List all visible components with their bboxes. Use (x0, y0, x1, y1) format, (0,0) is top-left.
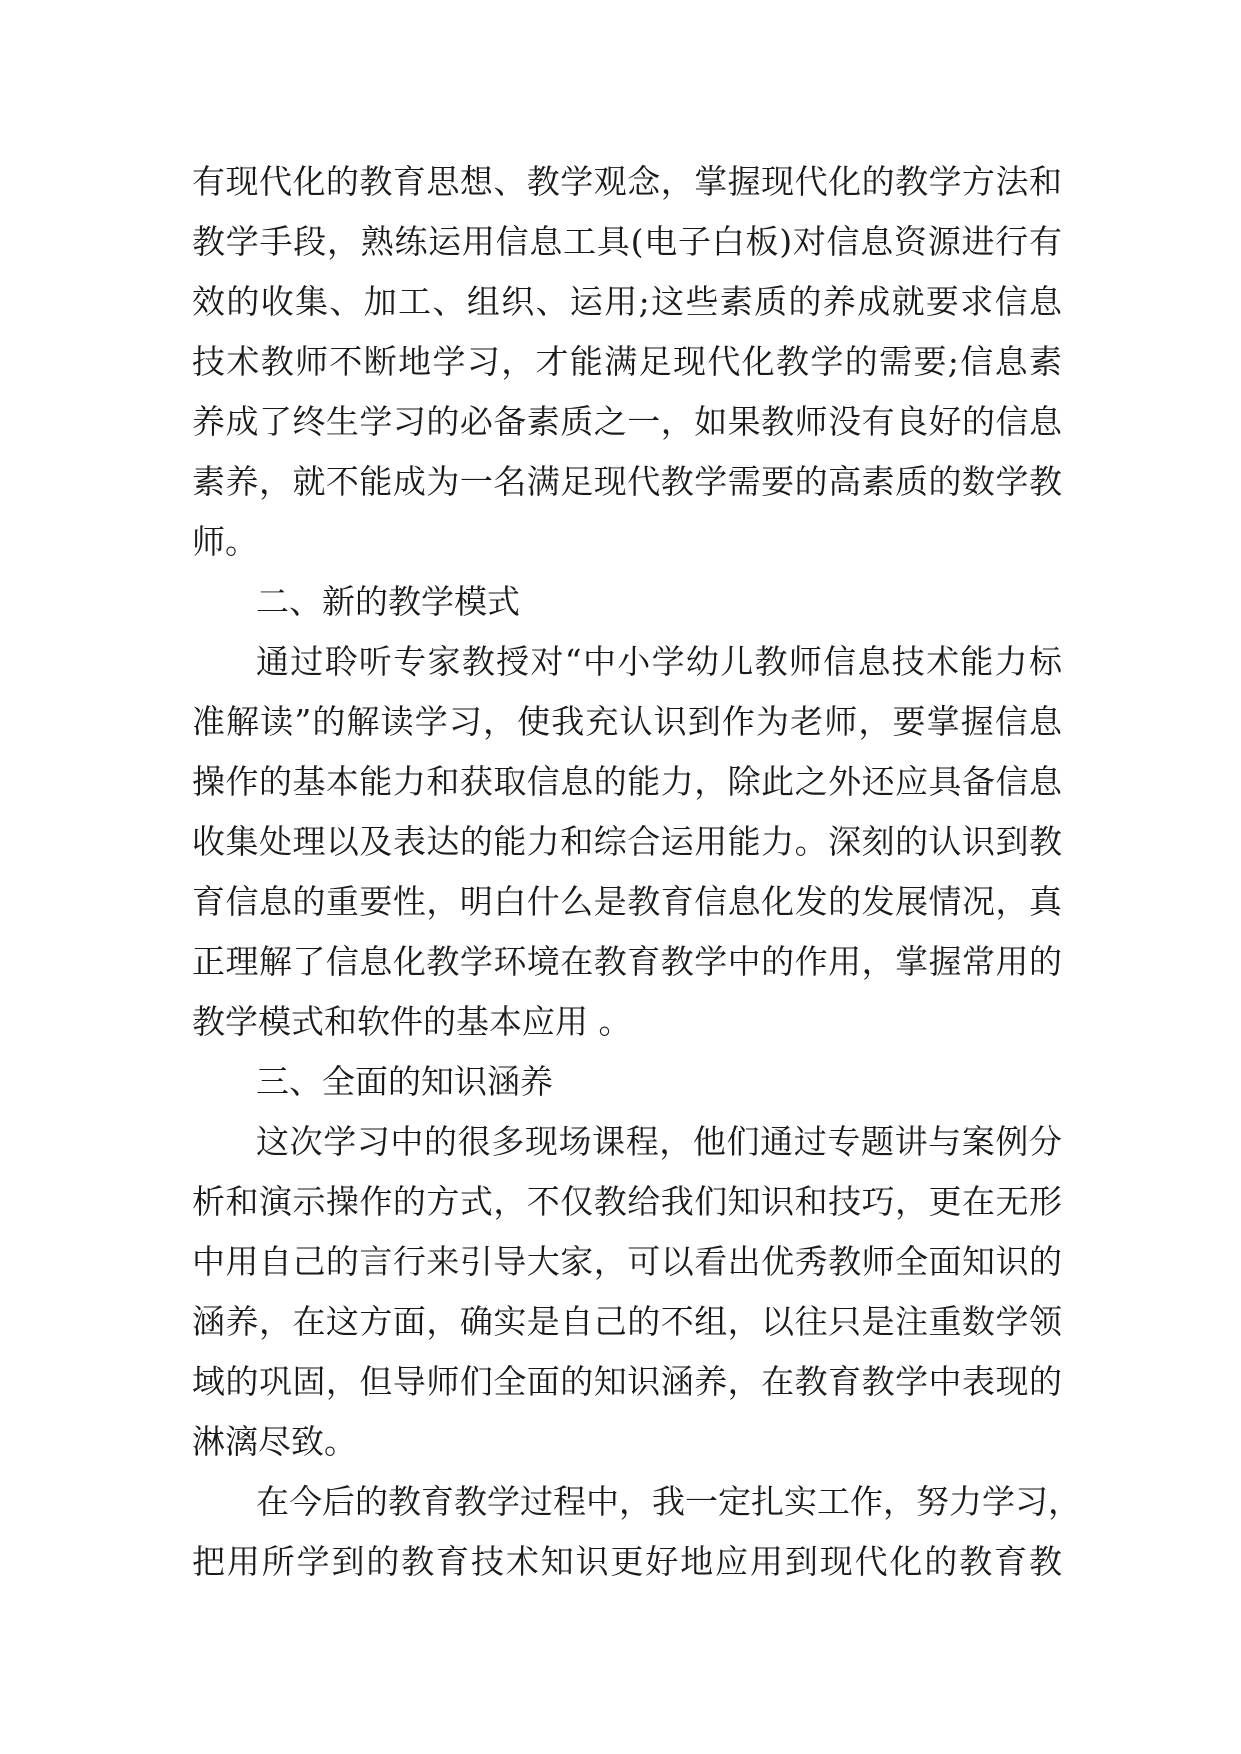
text-line: 教学手段，熟练运用信息工具(电子白板)对信息资源进行有 (192, 222, 1062, 261)
section-heading: 三、全面的知识涵养 (256, 1062, 553, 1101)
text-line: 教学模式和软件的基本应用 。 (192, 1002, 632, 1041)
text-line: 有现代化的教育思想、教学观念，掌握现代化的教学方法和 (192, 162, 1062, 201)
document-body (192, 152, 1081, 1592)
text-line: 把用所学到的教育技术知识更好地应用到现代化的教育教 (192, 1542, 1062, 1581)
text-line: 效的收集、加工、组织、运用;这些素质的养成就要求信息 (192, 282, 1062, 321)
text-line: 收集处理以及表达的能力和综合运用能力。深刻的认识到教 (192, 822, 1062, 861)
section-heading: 二、新的教学模式 (256, 582, 520, 621)
text-line: 在今后的教育教学过程中，我一定扎实工作，努力学习， (256, 1482, 1081, 1521)
text-line: 素养，就不能成为一名满足现代教学需要的高素质的数学教 (192, 462, 1062, 501)
text-line: 育信息的重要性，明白什么是教育信息化发的发展情况，真 (192, 882, 1062, 921)
text-line: 域的巩固，但导师们全面的知识涵养，在教育教学中表现的 (192, 1362, 1062, 1401)
text-line: 这次学习中的很多现场课程，他们通过专题讲与案例分 (256, 1122, 1062, 1161)
text-line: 准解读”的解读学习，使我充认识到作为老师，要掌握信息 (192, 702, 1062, 741)
text-line: 淋漓尽致。 (192, 1422, 357, 1461)
text-line: 中用自己的言行来引导大家，可以看出优秀教师全面知识的 (192, 1242, 1062, 1281)
text-line: 操作的基本能力和获取信息的能力，除此之外还应具备信息 (192, 762, 1062, 801)
text-line: 析和演示操作的方式，不仅教给我们知识和技巧，更在无形 (192, 1182, 1062, 1221)
text-line: 通过聆听专家教授对“中小学幼儿教师信息技术能力标 (256, 642, 1062, 681)
text-line: 涵养，在这方面，确实是自己的不组，以往只是注重数学领 (192, 1302, 1062, 1341)
text-line: 技术教师不断地学习，才能满足现代化教学的需要;信息素 (192, 342, 1062, 381)
text-line: 正理解了信息化教学环境在教育教学中的作用，掌握常用的 (192, 942, 1062, 981)
text-line: 师。 (192, 522, 258, 561)
text-line: 养成了终生学习的必备素质之一，如果教师没有良好的信息 (192, 402, 1062, 441)
